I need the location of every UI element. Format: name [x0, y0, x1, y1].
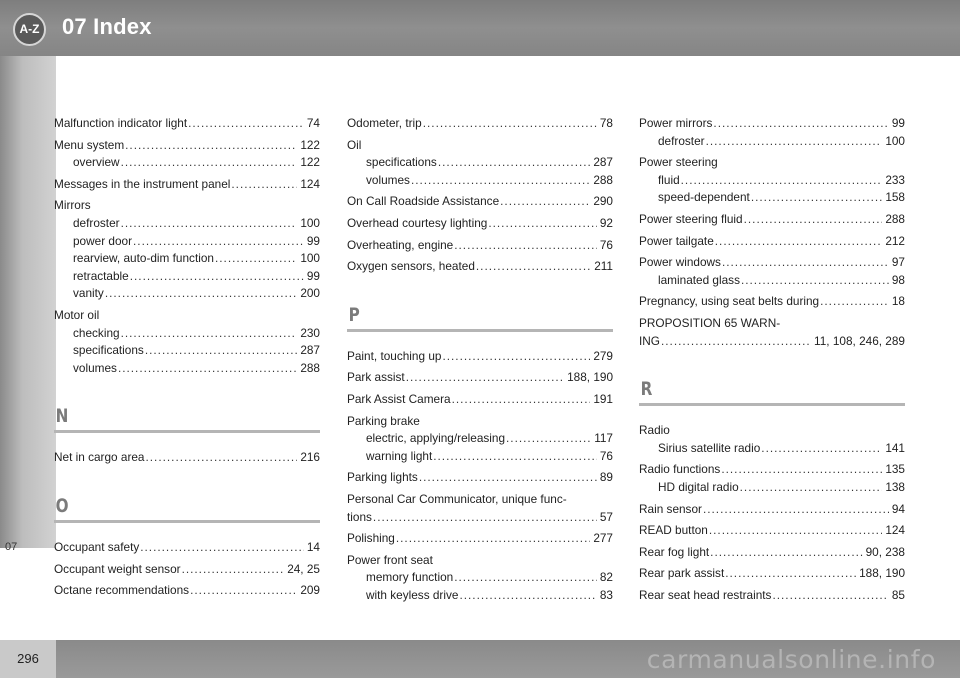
entry-text: Power front seat	[347, 552, 433, 567]
entry-page-ref: 74	[306, 116, 320, 130]
entry-text: Power windows	[639, 255, 721, 270]
dot-leader	[146, 449, 298, 467]
entry-page-ref: 85	[891, 587, 905, 602]
entry-page-ref: 216	[300, 450, 320, 465]
index-entry-line	[347, 369, 613, 387]
entry-page-ref: 141	[885, 440, 905, 455]
entry-text: vanity	[73, 286, 104, 301]
section-letter-heading	[639, 378, 905, 406]
page-footer	[0, 640, 960, 678]
index-entry-line	[639, 522, 905, 540]
dot-leader	[105, 285, 297, 303]
entry-page-ref: 124	[885, 523, 905, 538]
index-entry-line	[347, 509, 613, 527]
dot-leader	[433, 448, 597, 466]
index-subentry	[54, 360, 320, 378]
dot-leader	[740, 479, 883, 497]
index-subentry	[54, 215, 320, 233]
entry-text: Malfunction indicator light	[54, 116, 188, 130]
entry-text: specifications	[366, 155, 437, 170]
index-entry-line	[347, 530, 613, 548]
entry-page-ref: 277	[593, 531, 613, 546]
entry-text: Sirius satellite radio	[658, 440, 761, 455]
entry-text: Park assist	[347, 370, 405, 385]
index-entry	[639, 211, 905, 229]
chapter-side-tab	[0, 56, 56, 553]
index-entry	[347, 491, 613, 526]
index-entry-line	[347, 391, 613, 409]
entry-page-ref: 233	[885, 172, 905, 187]
index-entry	[639, 233, 905, 251]
index-entry-line	[639, 293, 905, 311]
section-letter-heading	[54, 495, 320, 523]
entry-text: Paint, touching up	[347, 348, 442, 363]
dot-leader	[118, 360, 297, 378]
index-subentry	[347, 172, 613, 190]
index-entry-line	[54, 539, 320, 557]
index-entry	[54, 307, 320, 377]
index-entry	[639, 565, 905, 583]
dot-leader	[706, 133, 883, 151]
entry-text: laminated glass	[658, 272, 740, 287]
dot-leader	[130, 268, 304, 286]
entry-text: rearview, auto-dim function	[73, 251, 214, 266]
dot-leader	[715, 233, 883, 251]
index-entry-line	[347, 348, 613, 366]
index-entry	[639, 254, 905, 289]
index-entry-line	[347, 491, 613, 509]
dot-leader	[506, 430, 591, 448]
entry-text: electric, applying/releasing	[366, 431, 506, 446]
entry-text: HD digital radio	[658, 479, 739, 494]
index-entry	[54, 449, 320, 467]
index-entry-line	[347, 469, 613, 487]
index-entry-line	[347, 193, 613, 211]
entry-page-ref: 288	[593, 172, 613, 187]
index-entry-line	[639, 333, 905, 351]
entry-text: Rear fog light	[639, 544, 710, 559]
index-subentry	[347, 154, 613, 172]
dot-leader	[406, 369, 564, 387]
dot-leader	[476, 258, 591, 276]
index-entry	[347, 115, 613, 133]
index-entry-line	[54, 307, 320, 325]
entry-text: Occupant weight sensor	[54, 561, 181, 576]
index-entry-line	[639, 422, 905, 440]
dot-leader	[182, 561, 285, 579]
dot-leader	[442, 348, 590, 366]
dot-leader	[722, 254, 889, 272]
index-subentry	[347, 430, 613, 448]
index-entry-line	[639, 587, 905, 605]
index-entry	[54, 115, 320, 133]
dot-leader	[744, 211, 883, 229]
entry-text: retractable	[73, 268, 129, 283]
entry-text: Odometer, trip	[347, 116, 422, 130]
entry-page-ref: 287	[593, 155, 613, 170]
entry-page-ref: 76	[599, 448, 613, 463]
index-subentry	[639, 440, 905, 458]
entry-page-ref: 89	[599, 470, 613, 485]
entry-text: On Call Roadside Assistance	[347, 194, 500, 209]
index-entry-line	[54, 115, 320, 133]
entry-text: Net in cargo area	[54, 450, 145, 465]
index-subentry	[639, 172, 905, 190]
entry-text: with keyless drive	[366, 587, 459, 602]
index-entry	[347, 391, 613, 409]
entry-text: Parking lights	[347, 470, 418, 485]
index-subentry	[639, 479, 905, 497]
entry-text: Park Assist Camera	[347, 391, 451, 406]
entry-text: Parking brake	[347, 413, 420, 428]
entry-text: Messages in the instrument panel	[54, 176, 231, 191]
entry-page-ref: 57	[599, 509, 613, 524]
index-entry	[54, 176, 320, 194]
entry-text: Power tailgate	[639, 233, 714, 248]
entry-page-ref: 94	[891, 501, 905, 516]
dot-leader	[190, 582, 297, 600]
entry-page-ref: 90, 238	[865, 544, 905, 559]
dot-leader	[681, 172, 883, 190]
entry-page-ref: 117	[594, 431, 613, 446]
index-entry	[639, 315, 905, 350]
dot-leader	[820, 293, 889, 311]
entry-text: Polishing	[347, 531, 395, 546]
dot-leader	[419, 469, 597, 487]
index-column-2	[347, 115, 613, 608]
chapter-tab-label: 07	[5, 541, 18, 553]
entry-text: tions	[347, 509, 372, 524]
entry-page-ref: 83	[599, 587, 613, 602]
entry-page-ref: 99	[891, 116, 905, 130]
index-entry-line	[54, 176, 320, 194]
entry-page-ref: 188, 190	[567, 370, 613, 385]
entry-page-ref: 211	[594, 259, 613, 274]
dot-leader	[121, 325, 298, 343]
entry-text: overview	[73, 155, 120, 170]
entry-page-ref: 99	[306, 233, 320, 248]
entry-page-ref: 290	[593, 194, 613, 209]
index-entry-line	[639, 254, 905, 272]
entry-page-ref: 100	[885, 133, 905, 148]
dot-leader	[215, 250, 297, 268]
entry-page-ref: 200	[300, 286, 320, 301]
index-entry-line	[639, 544, 905, 562]
dot-leader	[459, 587, 596, 605]
entry-text: ING	[639, 333, 660, 348]
entry-text: Rear park assist	[639, 566, 725, 581]
index-subentry	[347, 448, 613, 466]
entry-text: Power mirrors	[639, 116, 713, 130]
index-subentry	[54, 325, 320, 343]
entry-page-ref: 92	[599, 215, 613, 230]
section-letter-heading	[347, 304, 613, 332]
entry-text: Power steering	[639, 155, 718, 170]
index-entry	[639, 587, 905, 605]
entry-text: Motor oil	[54, 307, 100, 322]
index-entry-line	[639, 461, 905, 479]
entry-text: Personal Car Communicator, unique func-	[347, 491, 567, 506]
index-entry	[639, 501, 905, 519]
dot-leader	[761, 440, 882, 458]
dot-leader	[713, 115, 888, 133]
index-entry-line	[54, 582, 320, 600]
index-entry-line	[347, 237, 613, 255]
entry-text: Radio	[639, 423, 670, 438]
index-subentry	[54, 285, 320, 303]
dot-leader	[133, 233, 304, 251]
index-subentry	[639, 133, 905, 151]
dot-leader	[703, 501, 889, 519]
a-z-index-icon: A-Z	[13, 13, 46, 46]
page-header	[0, 0, 960, 56]
section-letter-heading	[54, 405, 320, 433]
index-entry-line	[639, 233, 905, 251]
entry-text: specifications	[73, 343, 144, 358]
index-entry-line	[347, 258, 613, 276]
dot-leader	[452, 391, 591, 409]
dot-leader	[140, 539, 304, 557]
entry-text: warning light	[366, 448, 433, 463]
entry-page-ref: 24, 25	[287, 561, 320, 576]
entry-page-ref: 100	[300, 215, 320, 230]
dot-leader	[709, 522, 882, 540]
index-subentry	[54, 154, 320, 172]
entry-text: fluid	[658, 172, 680, 187]
index-entry	[639, 154, 905, 207]
entry-text: Overhead courtesy lighting	[347, 215, 488, 230]
entry-text: power door	[73, 233, 133, 248]
entry-text: volumes	[366, 172, 410, 187]
dot-leader	[488, 215, 597, 233]
entry-text: Oil	[347, 137, 362, 152]
index-entry-line	[347, 413, 613, 431]
entry-text: Oxygen sensors, heated	[347, 259, 475, 274]
index-subentry	[347, 587, 613, 605]
index-entry-line	[347, 137, 613, 155]
index-entry	[639, 115, 905, 150]
index-entry	[639, 522, 905, 540]
dot-leader	[423, 115, 597, 133]
dot-leader	[772, 587, 888, 605]
dot-leader	[454, 237, 597, 255]
entry-text: volumes	[73, 360, 117, 375]
index-entry-line	[639, 115, 905, 133]
index-entry-line	[54, 449, 320, 467]
dot-leader	[751, 189, 882, 207]
entry-page-ref: 76	[599, 237, 613, 252]
entry-page-ref: 78	[599, 116, 613, 130]
index-entry-line	[639, 501, 905, 519]
index-entry	[347, 530, 613, 548]
index-entry	[639, 422, 905, 457]
index-entry	[54, 197, 320, 303]
entry-text: Mirrors	[54, 198, 91, 213]
entry-text: Octane recommendations	[54, 583, 190, 598]
index-entry	[347, 215, 613, 233]
index-subentry	[54, 233, 320, 251]
entry-page-ref: 18	[891, 294, 905, 309]
entry-page-ref: 122	[300, 155, 320, 170]
index-subentry	[639, 272, 905, 290]
index-entry	[347, 193, 613, 211]
index-entry	[54, 539, 320, 557]
dot-leader	[741, 272, 889, 290]
entry-page-ref: 212	[885, 233, 905, 248]
index-entry-line	[54, 197, 320, 215]
page-title: 07 Index	[62, 14, 152, 39]
section-letter: N	[55, 405, 69, 428]
dot-leader	[125, 137, 297, 155]
index-entry-line	[639, 315, 905, 333]
dot-leader	[710, 544, 862, 562]
index-entry	[347, 552, 613, 605]
dot-leader	[231, 176, 297, 194]
index-entry	[347, 258, 613, 276]
entry-text: READ button	[639, 523, 708, 538]
dot-leader	[661, 333, 811, 351]
index-subentry	[54, 342, 320, 360]
index-subentry	[54, 250, 320, 268]
entry-text: Occupant safety	[54, 539, 140, 554]
entry-page-ref: 14	[306, 539, 320, 554]
dot-leader	[121, 215, 298, 233]
index-entry	[639, 461, 905, 496]
entry-page-ref: 122	[300, 137, 320, 152]
entry-text: Power steering fluid	[639, 211, 743, 226]
section-divider	[54, 430, 320, 433]
entry-page-ref: 124	[300, 176, 320, 191]
entry-page-ref: 135	[885, 462, 905, 477]
index-entry-line	[639, 211, 905, 229]
index-entry	[347, 137, 613, 190]
entry-text: Rear seat head restraints	[639, 587, 772, 602]
index-entry-line	[347, 115, 613, 133]
index-subentry	[639, 189, 905, 207]
index-entry-line	[639, 154, 905, 172]
entry-page-ref: 11, 108, 246, 289	[814, 333, 905, 348]
entry-text: speed-dependent	[658, 190, 750, 205]
index-entry	[639, 544, 905, 562]
entry-page-ref: 82	[599, 570, 613, 585]
entry-page-ref: 99	[306, 268, 320, 283]
entry-text: Overheating, engine	[347, 237, 454, 252]
index-entry-line	[347, 552, 613, 570]
page-number: 296	[0, 640, 56, 678]
section-divider	[347, 329, 613, 332]
index-column-1	[54, 115, 320, 604]
index-entry	[347, 369, 613, 387]
index-entry-line	[639, 565, 905, 583]
entry-page-ref: 191	[593, 391, 613, 406]
section-letter: O	[55, 494, 69, 517]
index-entry	[54, 582, 320, 600]
entry-page-ref: 98	[891, 272, 905, 287]
watermark: carmanualsonline.info	[646, 645, 936, 674]
dot-leader	[188, 115, 304, 133]
dot-leader	[454, 569, 597, 587]
index-subentry	[54, 268, 320, 286]
entry-page-ref: 188, 190	[859, 566, 905, 581]
dot-leader	[725, 565, 856, 583]
dot-leader	[438, 154, 590, 172]
index-entry-line	[54, 137, 320, 155]
entry-text: Pregnancy, using seat belts during	[639, 294, 820, 309]
dot-leader	[145, 342, 297, 360]
section-divider	[639, 403, 905, 406]
entry-text: checking	[73, 325, 120, 340]
entry-text: defroster	[73, 215, 120, 230]
index-entry	[347, 469, 613, 487]
index-entry-line	[347, 215, 613, 233]
entry-text: defroster	[658, 133, 705, 148]
index-column-3	[639, 115, 905, 608]
entry-text: Rain sensor	[639, 501, 702, 516]
entry-page-ref: 97	[891, 255, 905, 270]
dot-leader	[373, 509, 597, 527]
entry-page-ref: 279	[593, 348, 613, 363]
entry-text: PROPOSITION 65 WARN-	[639, 315, 781, 330]
section-letter: P	[348, 303, 360, 326]
index-entry	[347, 348, 613, 366]
entry-page-ref: 209	[300, 583, 320, 598]
entry-page-ref: 158	[885, 190, 905, 205]
entry-page-ref: 138	[885, 479, 905, 494]
index-entry	[347, 413, 613, 466]
index-subentry	[347, 569, 613, 587]
entry-text: Menu system	[54, 137, 125, 152]
dot-leader	[396, 530, 590, 548]
dot-leader	[500, 193, 590, 211]
entry-page-ref: 288	[885, 211, 905, 226]
index-entry	[639, 293, 905, 311]
dot-leader	[411, 172, 590, 190]
section-divider	[54, 520, 320, 523]
entry-page-ref: 287	[300, 343, 320, 358]
entry-page-ref: 230	[300, 325, 320, 340]
entry-text: Radio functions	[639, 462, 721, 477]
index-entry	[54, 561, 320, 579]
dot-leader	[121, 154, 298, 172]
index-entry	[347, 237, 613, 255]
index-entry-line	[54, 561, 320, 579]
entry-page-ref: 100	[300, 251, 320, 266]
index-entry	[54, 137, 320, 172]
section-letter: R	[640, 378, 653, 401]
entry-text: memory function	[366, 570, 454, 585]
entry-page-ref: 288	[300, 360, 320, 375]
dot-leader	[721, 461, 882, 479]
